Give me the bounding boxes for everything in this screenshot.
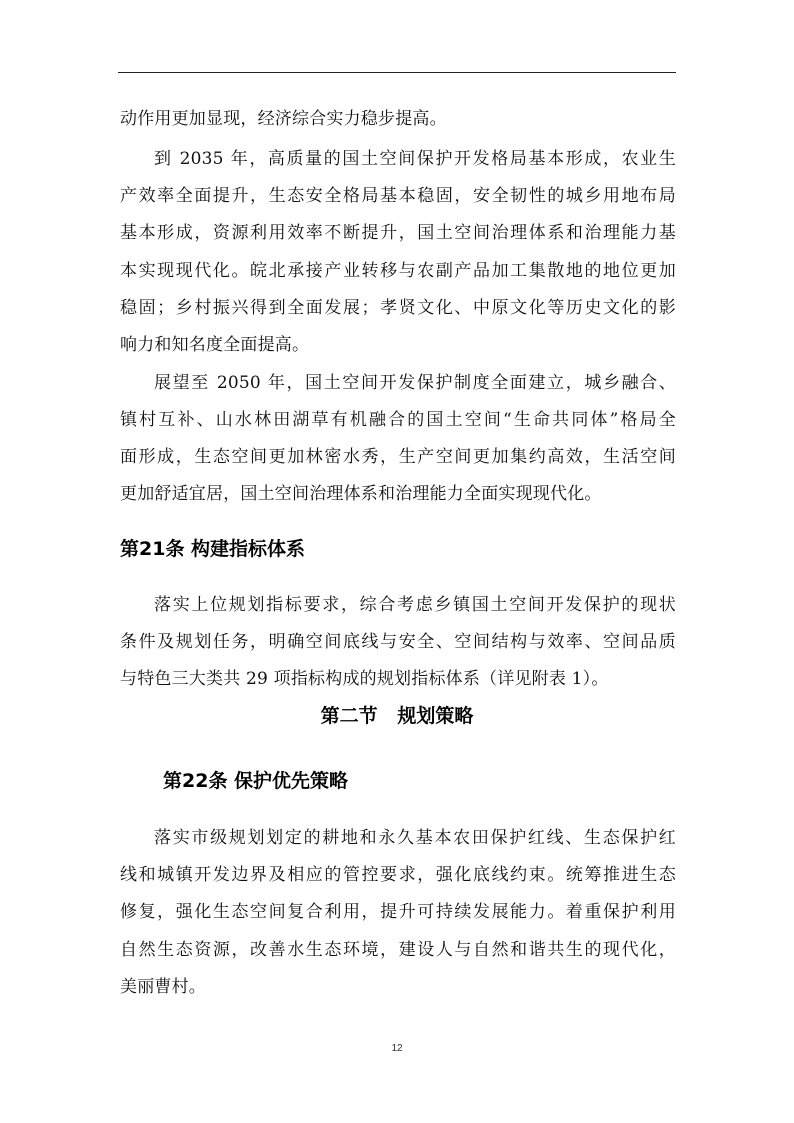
paragraph-line: 与特色三大类共 29 项指标构成的规划指标体系（详见附表 1）。 (120, 669, 609, 689)
paragraph-line: 面形成，生态空间更加林密水秀，生产空间更加集约高效，生活空间 (120, 447, 676, 467)
header-rule (118, 72, 676, 73)
paragraph-line: 条件及规划任务，明确空间底线与安全、空间结构与效率、空间品质 (120, 632, 676, 652)
paragraph-line: 镇村互补、山水林田湖草有机融合的国土空间“生命共同体”格局全 (120, 410, 676, 430)
paragraph-line: 到 2035 年，高质量的国土空间保护开发格局基本形成，农业生 (154, 149, 676, 169)
paragraph-line: 基本形成，资源利用效率不断提升，国土空间治理体系和治理能力基 (120, 223, 676, 243)
paragraph-line: 落实上位规划指标要求，综合考虑乡镇国土空间开发保护的现状 (154, 595, 676, 615)
paragraph-line: 本实现现代化。皖北承接产业转移与农副产品加工集散地的地位更加 (120, 261, 676, 281)
paragraph-line: 落实市级规划划定的耕地和永久基本农田保护红线、生态保护红 (154, 828, 676, 848)
paragraph-line: 美丽曹村。 (120, 977, 206, 997)
paragraph-line: 展望至 2050 年，国土空间开发保护制度全面建立，城乡融合、 (154, 373, 676, 393)
article-22-heading: 第22条 保护优先策略 (163, 770, 349, 792)
paragraph-line: 产效率全面提升，生态安全格局基本稳固，安全韧性的城乡用地布局 (120, 186, 676, 206)
article-21-heading: 第21条 构建指标体系 (120, 538, 306, 560)
paragraph-line: 更加舒适宜居，国土空间治理体系和治理能力全面实现现代化。 (120, 484, 602, 504)
paragraph-line: 修复，强化生态空间复合利用，提升可持续发展能力。着重保护利用 (120, 902, 676, 922)
paragraph-line: 线和城镇开发边界及相应的管控要求，强化底线约束。统筹推进生态 (120, 865, 676, 885)
paragraph-line: 自然生态资源，改善水生态环境，建设人与自然和谐共生的现代化， (120, 940, 676, 960)
paragraph-line: 动作用更加显现，经济综合实力稳步提高。 (120, 109, 447, 129)
paragraph-line: 稳固；乡村振兴得到全面发展；孝贤文化、中原文化等历史文化的影 (120, 298, 676, 318)
page-number: 12 (391, 1043, 403, 1054)
section-heading: 第二节 规划策略 (320, 705, 474, 727)
paragraph-line: 响力和知名度全面提高。 (120, 335, 310, 355)
